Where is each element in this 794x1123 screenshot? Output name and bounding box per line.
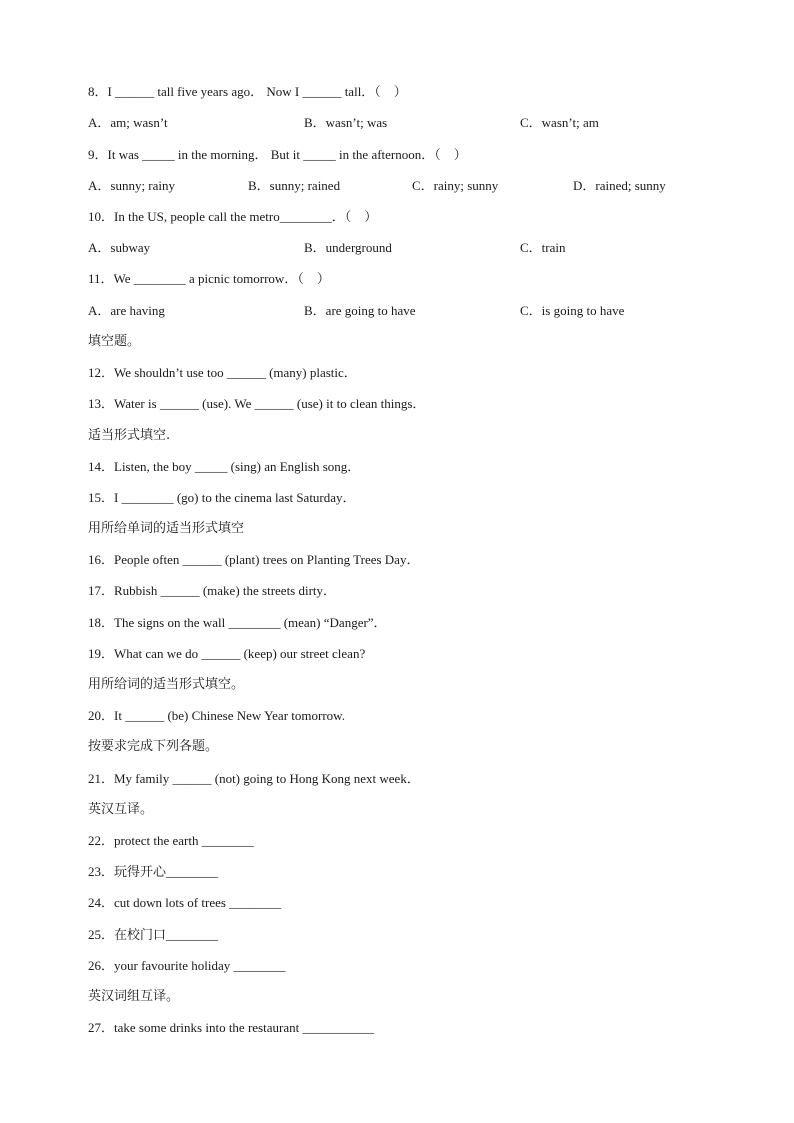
option-d: D．rained; sunny — [573, 178, 666, 193]
question-22: 22．protect the earth ________ — [88, 833, 254, 848]
section-heading-fill-in: 填空题。 — [88, 334, 141, 349]
option-b: B．underground — [304, 240, 392, 255]
section-heading-as-required: 按要求完成下列各题。 — [88, 739, 219, 754]
options-10 — [88, 240, 708, 256]
question-25: 25．在校门口________ — [88, 927, 219, 942]
question-23: 23．玩得开心________ — [88, 864, 219, 879]
section-heading-given-words-2: 用所给词的适当形式填空。 — [88, 677, 245, 692]
question-16: 16．People often ______ (plant) trees on Planting Trees Day． — [88, 552, 420, 567]
question-12: 12．We shouldn’t use too ______ (many) plastic． — [88, 365, 357, 380]
option-b: B．are going to have — [304, 303, 416, 318]
option-c: C．rainy; sunny — [412, 178, 499, 193]
option-c: C．wasn’t; am — [520, 115, 599, 130]
section-heading-given-words: 用所给单词的适当形式填空 — [88, 521, 245, 536]
question-9: 9．It was _____ in the morning． But it _____ in the afternoon．（ ） — [88, 147, 467, 162]
question-11: 11．We ________ a picnic tomorrow．（ ） — [88, 271, 330, 286]
question-10: 10．In the US, people call the metro________．（ ） — [88, 209, 378, 224]
question-13: 13．Water is ______ (use). We ______ (use) it to clean things． — [88, 396, 426, 411]
question-27: 27．take some drinks into the restaurant ___________ — [88, 1020, 374, 1035]
question-26: 26．your favourite holiday ________ — [88, 958, 286, 973]
question-19: 19．What can we do ______ (keep) our street clean? — [88, 646, 366, 661]
option-c: C．train — [520, 240, 566, 255]
section-heading-translate-phrases: 英汉词组互译。 — [88, 989, 180, 1004]
option-b: B．sunny; rained — [248, 178, 341, 193]
options-9 — [88, 178, 708, 194]
section-heading-proper-form: 适当形式填空. — [88, 428, 171, 443]
option-a: A．are having — [88, 303, 165, 318]
option-a: A．subway — [88, 240, 151, 255]
option-a: A．am; wasn’t — [88, 115, 168, 130]
question-20: 20．It ______ (be) Chinese New Year tomorrow. — [88, 708, 345, 723]
option-a: A．sunny; rainy — [88, 178, 176, 193]
option-c: C．is going to have — [520, 303, 625, 318]
question-14: 14．Listen, the boy _____ (sing) an English song． — [88, 459, 361, 474]
question-17: 17．Rubbish ______ (make) the streets dirty． — [88, 583, 337, 598]
options-8 — [88, 115, 708, 131]
question-15: 15．I ________ (go) to the cinema last Saturday． — [88, 490, 356, 505]
question-18: 18．The signs on the wall ________ (mean) “Danger”． — [88, 615, 387, 630]
question-21: 21．My family ______ (not) going to Hong Kong next week． — [88, 771, 420, 786]
options-11 — [88, 303, 708, 319]
question-24: 24．cut down lots of trees ________ — [88, 895, 282, 910]
option-b: B．wasn’t; was — [304, 115, 388, 130]
section-heading-translate: 英汉互译。 — [88, 802, 154, 817]
question-8: 8．I ______ tall five years ago． Now I ______ tall．（ ） — [88, 84, 407, 99]
